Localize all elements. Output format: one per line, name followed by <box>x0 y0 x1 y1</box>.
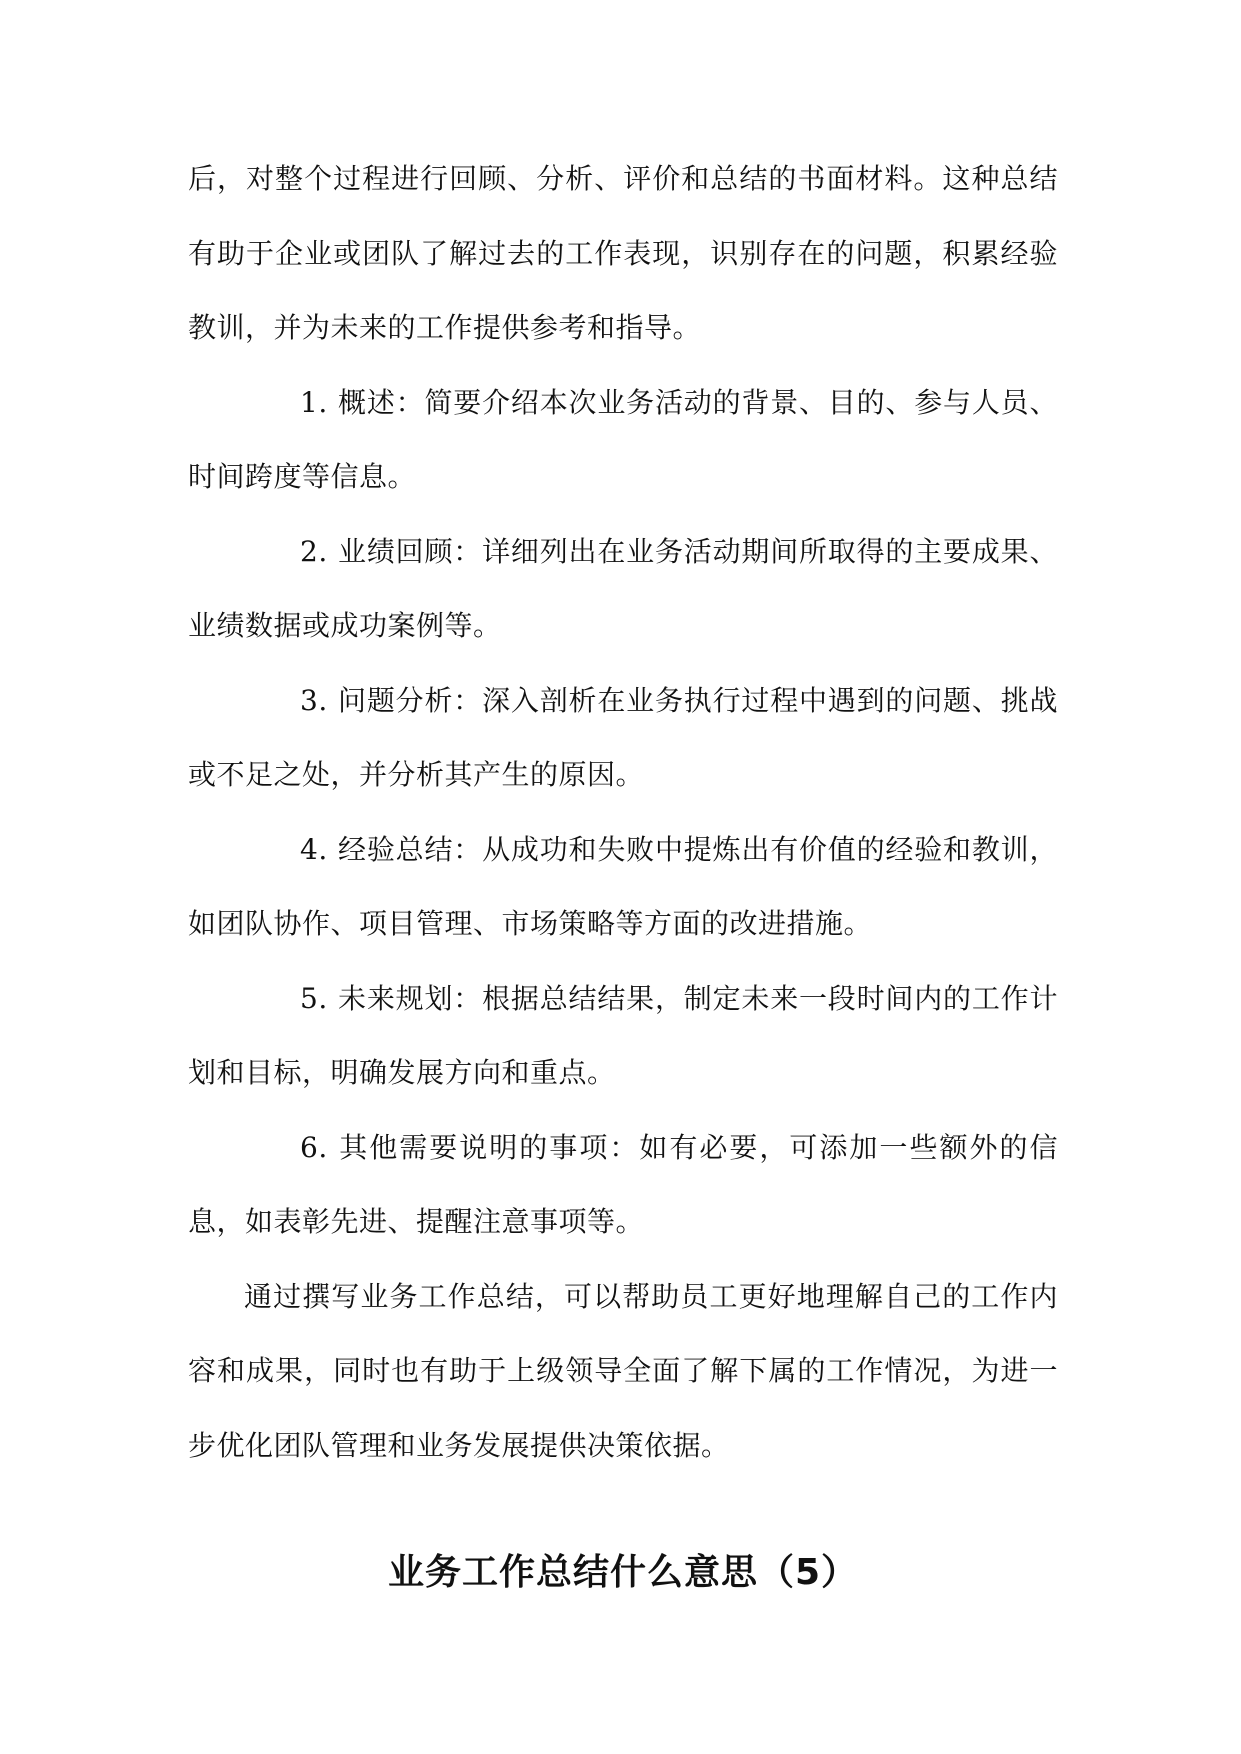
list-item-text: 概述：简要介绍本次业务活动的背景、目的、参与人员、时间跨度等信息。 <box>188 385 1058 493</box>
list-item-future-plan <box>188 962 1058 1111</box>
intro-paragraph: 后，对整个过程进行回顾、分析、评价和总结的书面材料。这种总结有助于企业或团队了解过去的工作表现，识别存在的问题，积累经验教训，并为未来的工作提供参考和指导。 <box>188 162 1058 344</box>
document-body <box>188 142 1058 1483</box>
list-item-other-matters <box>188 1111 1058 1260</box>
conclusion-paragraph: 通过撰写业务工作总结，可以帮助员工更好地理解自己的工作内容和成果，同时也有助于上级领导全面了解下属的工作情况，为进一步优化团队管理和业务发展提供决策依据。 <box>188 1279 1058 1462</box>
list-item-number: 4. <box>300 832 328 866</box>
list-item-text: 业绩回顾：详细列出在业务活动期间所取得的主要成果、业绩数据或成功案例等。 <box>188 534 1058 642</box>
list-item-text: 其他需要说明的事项：如有必要，可添加一些额外的信息，如表彰先进、提醒注意事项等。 <box>188 1130 1058 1238</box>
list-item-overview <box>188 366 1058 515</box>
list-item-number: 1. <box>300 385 328 419</box>
list-item-number: 3. <box>300 683 328 717</box>
list-item-text: 经验总结：从成功和失败中提炼出有价值的经验和教训，如团队协作、项目管理、市场策略等方面的改进措施。 <box>188 832 1058 940</box>
list-item-number: 6. <box>300 1130 328 1164</box>
list-item-performance-review <box>188 515 1058 664</box>
list-item-experience-summary <box>188 813 1058 962</box>
section-heading: 业务工作总结什么意思（5） <box>387 1552 859 1593</box>
list-item-text: 未来规划：根据总结结果，制定未来一段时间内的工作计划和目标，明确发展方向和重点。 <box>188 981 1058 1089</box>
list-item-number: 2. <box>300 534 328 568</box>
list-item-problem-analysis <box>188 664 1058 813</box>
list-item-number: 5. <box>300 981 328 1015</box>
list-item-text: 问题分析：深入剖析在业务执行过程中遇到的问题、挑战或不足之处，并分析其产生的原因。 <box>188 683 1058 791</box>
